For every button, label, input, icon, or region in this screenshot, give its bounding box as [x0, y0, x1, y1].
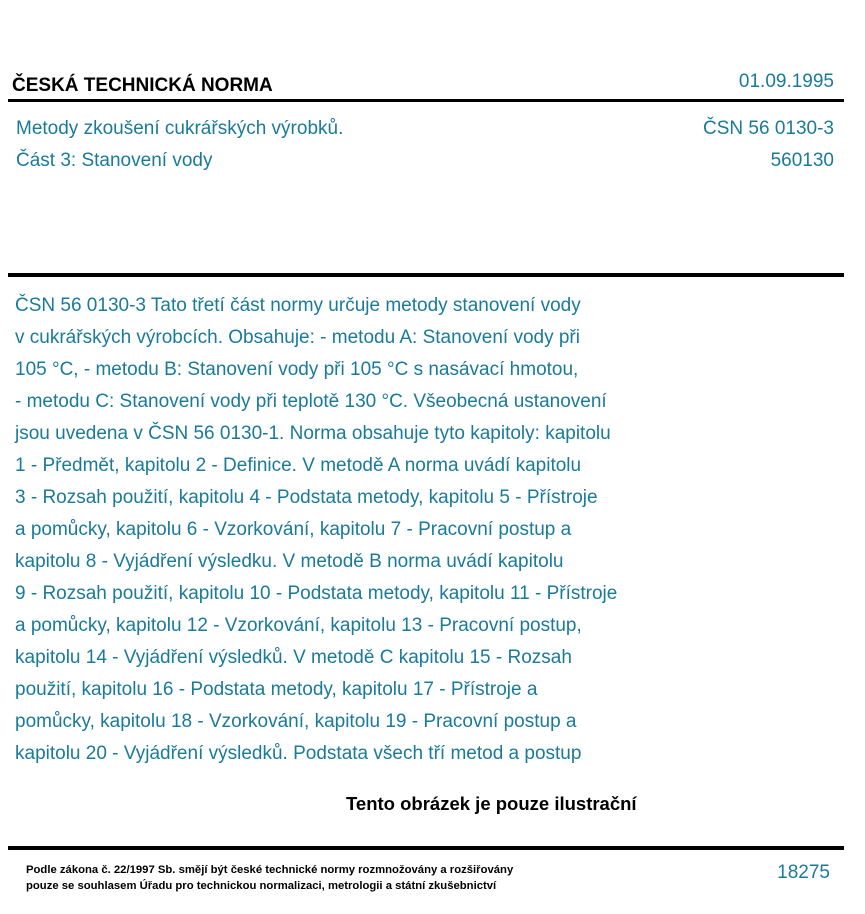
header-rule: [8, 99, 844, 102]
document-title: ČESKÁ TECHNICKÁ NORMA: [12, 75, 273, 96]
issue-date: 01.09.1995: [738, 71, 834, 92]
abstract-line: použití, kapitolu 16 - Podstata metody, kapitolu 17 - Přístroje a: [15, 679, 538, 700]
standard-code: ČSN 56 0130-3: [703, 118, 834, 139]
abstract-line: kapitolu 20 - Vyjádření výsledků. Podstata všech tří metod a postup: [15, 743, 582, 764]
abstract-line: kapitolu 8 - Vyjádření výsledku. V metodě B norma uvádí kapitolu: [15, 551, 564, 572]
legal-footer-line: Podle zákona č. 22/1997 Sb. smějí být české technické normy rozmnožovány a rozšiřovány: [26, 864, 514, 876]
standard-subtitle-line2: Část 3: Stanovení vody: [16, 150, 213, 171]
abstract-line: 3 - Rozsah použití, kapitolu 4 - Podstata metody, kapitolu 5 - Přístroje: [15, 487, 598, 508]
abstract-line: 1 - Předmět, kapitolu 2 - Definice. V metodě A norma uvádí kapitolu: [15, 455, 582, 476]
abstract-line: 105 °C, - metodu B: Stanovení vody při 105 °C s nasávací hmotou,: [15, 359, 579, 380]
abstract-text: [15, 290, 715, 770]
abstract-line: v cukrářských výrobcích. Obsahuje: - metodu A: Stanovení vody při: [15, 327, 580, 348]
illustration-note: Tento obrázek je pouze ilustrační: [346, 793, 637, 814]
abstract-line: a pomůcky, kapitolu 12 - Vzorkování, kapitolu 13 - Pracovní postup,: [15, 615, 582, 636]
legal-footer-line: pouze se souhlasem Úřadu pro technickou normalizaci, metrologii a státní zkušebnictví: [26, 880, 497, 892]
abstract-line: a pomůcky, kapitolu 6 - Vzorkování, kapitolu 7 - Pracovní postup a: [15, 519, 572, 540]
abstract-line: ČSN 56 0130-3 Tato třetí část normy určuje metody stanovení vody: [15, 295, 581, 316]
abstract-line: - metodu C: Stanovení vody při teplotě 130 °C. Všeobecná ustanovení: [15, 391, 607, 412]
abstract-line: 9 - Rozsah použití, kapitolu 10 - Podstata metody, kapitolu 11 - Přístroje: [15, 583, 618, 604]
class-number: 560130: [770, 150, 834, 171]
abstract-line: kapitolu 14 - Vyjádření výsledků. V metodě C kapitolu 15 - Rozsah: [15, 647, 572, 668]
abstract-line: jsou uvedena v ČSN 56 0130-1. Norma obsahuje tyto kapitoly: kapitolu: [15, 423, 611, 444]
footer-rule: [8, 846, 844, 850]
document-number: 18275: [777, 862, 830, 883]
legal-footer: [26, 862, 586, 894]
section-rule: [8, 273, 844, 277]
abstract-line: pomůcky, kapitolu 18 - Vzorkování, kapitolu 19 - Pracovní postup a: [15, 711, 577, 732]
standard-subtitle-line1: Metody zkoušení cukrářských výrobků.: [16, 118, 344, 139]
